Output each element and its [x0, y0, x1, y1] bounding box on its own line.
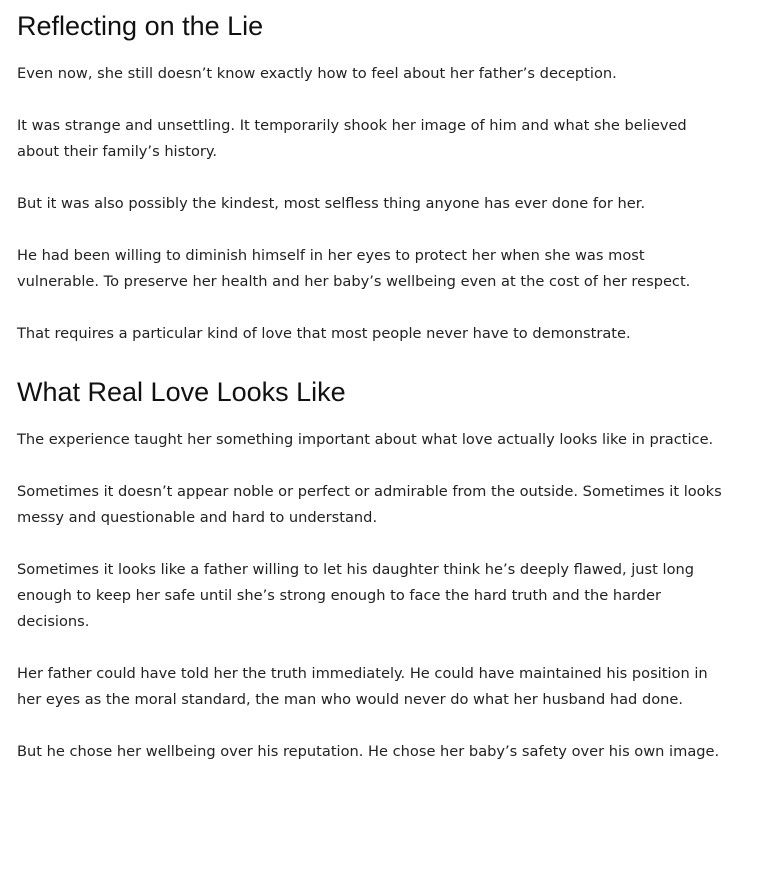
paragraph: The experience taught her something important about what love actually looks like in practice.	[17, 431, 714, 448]
paragraph: That requires a particular kind of love that most people never have to demonstrate.	[17, 325, 631, 342]
paragraph: But he chose her wellbeing over his reputation. He chose her baby’s safety over his own image.	[17, 743, 720, 760]
section-heading-reflecting: Reflecting on the Lie	[17, 11, 264, 41]
paragraph: Sometimes it doesn’t appear noble or perfect or admirable from the outside. Sometimes it looks messy and questionable and hard to understand.	[17, 483, 722, 526]
section-heading-real-love: What Real Love Looks Like	[17, 377, 346, 407]
paragraph: He had been willing to diminish himself in her eyes to protect her when she was most vulnerable. To preserve her health and her baby’s wellbeing even at the cost of her respect.	[17, 247, 691, 290]
paragraph: Even now, she still doesn’t know exactly how to feel about her father’s deception.	[17, 65, 617, 82]
paragraph: Her father could have told her the truth immediately. He could have maintained his position in her eyes as the moral standard, the man who would never do what her husband had done.	[17, 665, 708, 708]
paragraph: It was strange and unsettling. It temporarily shook her image of him and what she believed about their family’s history.	[17, 117, 687, 160]
paragraph: But it was also possibly the kindest, most selfless thing anyone has ever done for her.	[17, 195, 646, 212]
paragraph: Sometimes it looks like a father willing to let his daughter think he’s deeply flawed, just long enough to keep her safe until she’s strong enough to face the hard truth and the harder decisions.	[17, 561, 695, 630]
